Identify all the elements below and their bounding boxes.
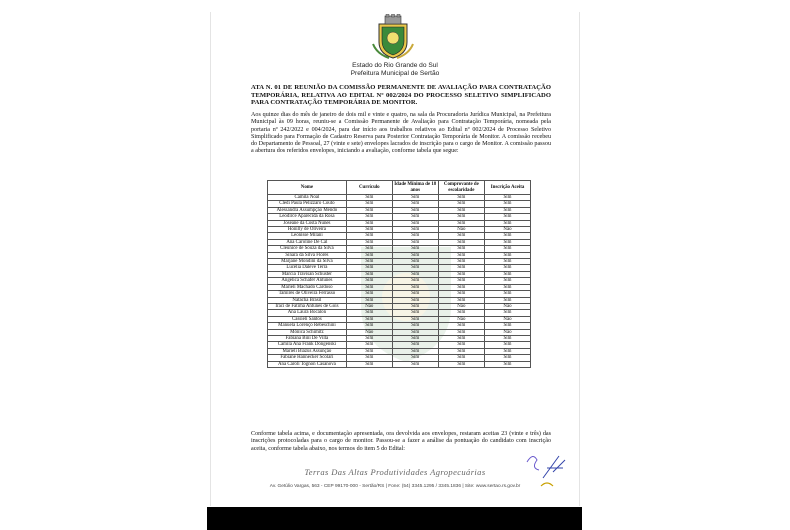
intro-paragraph: Aos quinze dias do mês de janeiro de dois mil e vinte e quatro, na sala da Procuradoria Jurídica Municipal, na Prefeitura Municipal às 09 horas, reuniu-se a Comissão Permanente de Avaliação para Contratação Temporária, nomeada pela portaria nº 242/2022 e 004/2024, para dar início aos trabalhos relativos ao Edital nº 002/2024 de Processo Seletivo Simplificado para Formação de Cadastro Reserva para Posterior Contratação Temporária de Monitor. A comissão recebeu do Departamento de Pessoal, 27 (vinte e sete) envelopes lacrados de inscrição para o cargo de Monitor. A comissão passou a abertura dos referidos envelopes, iniciando a avaliação, conforme tabela que segue: — [251, 112, 551, 155]
cell-min-age: Sim — [392, 195, 438, 201]
cell-schooling: Sim — [438, 297, 484, 303]
cell-schooling: Não — [438, 227, 484, 233]
cell-curriculum: Sim — [346, 348, 392, 354]
municipality-name: Prefeitura Municipal de Sertão — [350, 70, 440, 77]
cell-schooling: Sim — [438, 246, 484, 252]
cell-name: Natacha Brasil — [268, 297, 347, 303]
cell-curriculum: Sim — [346, 265, 392, 271]
cell-name: Fabiana Bini De Villa — [268, 335, 347, 341]
cell-curriculum: Não — [346, 303, 392, 309]
cell-name: Manuela Lorenço Rebeschini — [268, 323, 347, 329]
cell-name: Leonisse Milani — [268, 233, 347, 239]
cell-min-age: Sim — [392, 239, 438, 245]
footer-address: Av. Getúlio Vargas, 563 - CEP 99170-000 - Sertão/RS | Fone: (54) 3345.1295 / 3345.1836 | Site: www.sertao.rs.gov.br — [269, 484, 521, 489]
cell-schooling: Sim — [438, 220, 484, 226]
cell-min-age: Sim — [392, 233, 438, 239]
cell-curriculum: Sim — [346, 214, 392, 220]
col-header-min-age: Idade Mínima de 18 anos — [394, 182, 437, 193]
cell-schooling: Não — [438, 303, 484, 309]
cell-name: Camila Ana Frank Dongenski — [268, 342, 347, 348]
cell-curriculum: Sim — [346, 291, 392, 297]
cell-name: Honilly de Oliveira — [268, 227, 347, 233]
cell-schooling: Sim — [438, 291, 484, 297]
cell-min-age: Sim — [392, 227, 438, 233]
cell-accepted: Sim — [485, 361, 531, 367]
cell-curriculum: Sim — [346, 316, 392, 322]
cell-curriculum: Sim — [346, 355, 392, 361]
cell-accepted: Sim — [485, 233, 531, 239]
table-row — [268, 361, 531, 367]
cell-accepted: Sim — [485, 342, 531, 348]
cell-name: Alessandra Assumpção Mendo — [268, 207, 347, 213]
cell-name: Cassieli Santos — [268, 316, 347, 322]
cell-name: Lucélia Daleve Terra — [268, 265, 347, 271]
cell-name: Leodirce Aparecida da Rosa — [268, 214, 347, 220]
cell-curriculum: Sim — [346, 195, 392, 201]
document-title: ATA N. 01 DE REUNIÃO DA COMISSÃO PERMANENTE DE AVALIAÇÃO PARA CONTRATAÇÃO TEMPORÁRIA, RELATIVA AO EDITAL Nº 002/2024 DO PROCESSO SELETIVO SIMPLIFICADO PARA CONTRATAÇÃO TEMPORÁRIA DE MONITOR. — [251, 84, 551, 107]
cell-schooling: Não — [438, 316, 484, 322]
candidates-table — [267, 180, 531, 368]
cell-curriculum: Sim — [346, 259, 392, 265]
cell-name: Sinara da Silva Flores — [268, 252, 347, 258]
cell-accepted: Sim — [485, 259, 531, 265]
cell-min-age: Sim — [392, 335, 438, 341]
cell-accepted: Sim — [485, 355, 531, 361]
col-header-accepted: Inscrição Aceita — [485, 181, 531, 195]
cell-accepted: Sim — [485, 265, 531, 271]
cell-min-age: Sim — [392, 252, 438, 258]
cell-min-age: Sim — [392, 259, 438, 265]
cell-accepted: Sim — [485, 297, 531, 303]
state-name: Estado do Rio Grande do Sul — [352, 62, 438, 69]
cell-curriculum: Sim — [346, 246, 392, 252]
cell-curriculum: Sim — [346, 233, 392, 239]
cell-min-age: Sim — [392, 303, 438, 309]
cell-name: Marieli Machado Cardoso — [268, 284, 347, 290]
cell-accepted: Sim — [485, 335, 531, 341]
cell-accepted: Sim — [485, 201, 531, 207]
cell-name: Cleunice de Souza da Silva — [268, 246, 347, 252]
cell-schooling: Sim — [438, 284, 484, 290]
cell-accepted: Sim — [485, 214, 531, 220]
cell-curriculum: Sim — [346, 284, 392, 290]
cell-curriculum: Sim — [346, 252, 392, 258]
col-header-curriculum: Currículo — [346, 181, 392, 195]
table-header-row — [268, 181, 531, 195]
cell-schooling: Sim — [438, 233, 484, 239]
cell-accepted: Sim — [485, 348, 531, 354]
cell-curriculum: Sim — [346, 310, 392, 316]
cell-name: Angelica Schafer Antunes — [268, 278, 347, 284]
cell-min-age: Sim — [392, 265, 438, 271]
cell-schooling: Sim — [438, 310, 484, 316]
cell-curriculum: Sim — [346, 297, 392, 303]
cell-name: Fabiane Hannecker Scolari — [268, 355, 347, 361]
cell-min-age: Sim — [392, 291, 438, 297]
cell-min-age: Sim — [392, 297, 438, 303]
cell-accepted: Sim — [485, 310, 531, 316]
cell-min-age: Sim — [392, 207, 438, 213]
cell-schooling: Sim — [438, 207, 484, 213]
municipal-slogan: Terras Das Altas Produtividades Agropecuárias — [304, 467, 486, 477]
cell-schooling: Sim — [438, 329, 484, 335]
cell-name: Cledi Paula Pelizzaro Couto — [268, 201, 347, 207]
col-header-schooling: Comprovante de escolaridade — [438, 181, 484, 195]
cell-schooling: Sim — [438, 252, 484, 258]
cell-min-age: Sim — [392, 316, 438, 322]
cell-accepted: Sim — [485, 278, 531, 284]
cell-accepted: Não — [485, 329, 531, 335]
cell-schooling: Sim — [438, 323, 484, 329]
cell-schooling: Sim — [438, 348, 484, 354]
cell-accepted: Sim — [485, 291, 531, 297]
cell-curriculum: Sim — [346, 227, 392, 233]
cell-name: Camila Noal — [268, 195, 347, 201]
cell-accepted: Sim — [485, 271, 531, 277]
cell-name: Joseane da Costa Nunes — [268, 220, 347, 226]
cell-schooling: Sim — [438, 239, 484, 245]
cell-schooling: Sim — [438, 342, 484, 348]
cell-accepted: Sim — [485, 239, 531, 245]
cell-accepted: Sim — [485, 246, 531, 252]
cell-accepted: Não — [485, 227, 531, 233]
cell-curriculum: Sim — [346, 323, 392, 329]
cell-accepted: Sim — [485, 323, 531, 329]
cell-schooling: Sim — [438, 259, 484, 265]
cell-name: Ana Laura Bocalon — [268, 310, 347, 316]
cell-curriculum: Sim — [346, 335, 392, 341]
cell-curriculum: Sim — [346, 201, 392, 207]
cell-min-age: Sim — [392, 271, 438, 277]
cell-name: Ana Caroli Tognon Casanova — [268, 361, 347, 367]
cell-accepted: Sim — [485, 252, 531, 258]
cell-name: Marieli Biazus Assunção — [268, 348, 347, 354]
cell-accepted: Sim — [485, 220, 531, 226]
cell-min-age: Sim — [392, 342, 438, 348]
cell-name: Mônica Schimitz — [268, 329, 347, 335]
cell-min-age: Sim — [392, 214, 438, 220]
cell-min-age: Sim — [392, 355, 438, 361]
cell-accepted: Não — [485, 303, 531, 309]
cell-accepted: Sim — [485, 195, 531, 201]
cell-accepted: Sim — [485, 207, 531, 213]
cell-curriculum: Não — [346, 329, 392, 335]
cell-min-age: Sim — [392, 310, 438, 316]
cell-min-age: Sim — [392, 361, 438, 367]
cell-name: Iraci de Fatima Antunes de Gois — [268, 303, 347, 309]
cell-curriculum: Sim — [346, 342, 392, 348]
cell-schooling: Sim — [438, 214, 484, 220]
cell-name: Tamires de Oliveira Ferrasso — [268, 291, 347, 297]
cell-min-age: Sim — [392, 323, 438, 329]
cell-schooling: Sim — [438, 355, 484, 361]
cell-name: Marcia Travisan Schuster — [268, 271, 347, 277]
cell-schooling: Sim — [438, 195, 484, 201]
cell-min-age: Sim — [392, 278, 438, 284]
cell-schooling: Sim — [438, 201, 484, 207]
cell-min-age: Sim — [392, 348, 438, 354]
cell-accepted: Sim — [485, 284, 531, 290]
cell-schooling: Sim — [438, 265, 484, 271]
cell-schooling: Sim — [438, 271, 484, 277]
cell-curriculum: Sim — [346, 278, 392, 284]
cell-schooling: Sim — [438, 278, 484, 284]
cell-curriculum: Sim — [346, 361, 392, 367]
cell-schooling: Sim — [438, 335, 484, 341]
cell-min-age: Sim — [392, 201, 438, 207]
cell-min-age: Sim — [392, 329, 438, 335]
cell-schooling: Sim — [438, 361, 484, 367]
cell-curriculum: Sim — [346, 271, 392, 277]
cell-name: Marjane Mondini da Silva — [268, 259, 347, 265]
cell-min-age: Sim — [392, 246, 438, 252]
viewer-bottom-bar — [207, 507, 582, 530]
document-page — [210, 12, 580, 506]
cell-accepted: Não — [485, 316, 531, 322]
cell-curriculum: Sim — [346, 220, 392, 226]
cell-name: Ana Caroline De Cal — [268, 239, 347, 245]
cell-min-age: Sim — [392, 220, 438, 226]
closing-paragraph: Conforme tabela acima, e documentação apresentada, ora devolvida aos envelopes, restaram aceitas 23 (vinte e três) das inscrições protocoladas para o cargo de monitor. Passou-se a fazer a análise da pontuação do candidato com inscrição aceita, conforme tabela abaixo, nos termos do item 5 do Edital: — [251, 431, 551, 452]
col-header-name: Nome — [268, 181, 347, 195]
cell-curriculum: Sim — [346, 239, 392, 245]
cell-curriculum: Sim — [346, 207, 392, 213]
cell-min-age: Sim — [392, 284, 438, 290]
municipal-crest-icon — [371, 14, 415, 60]
